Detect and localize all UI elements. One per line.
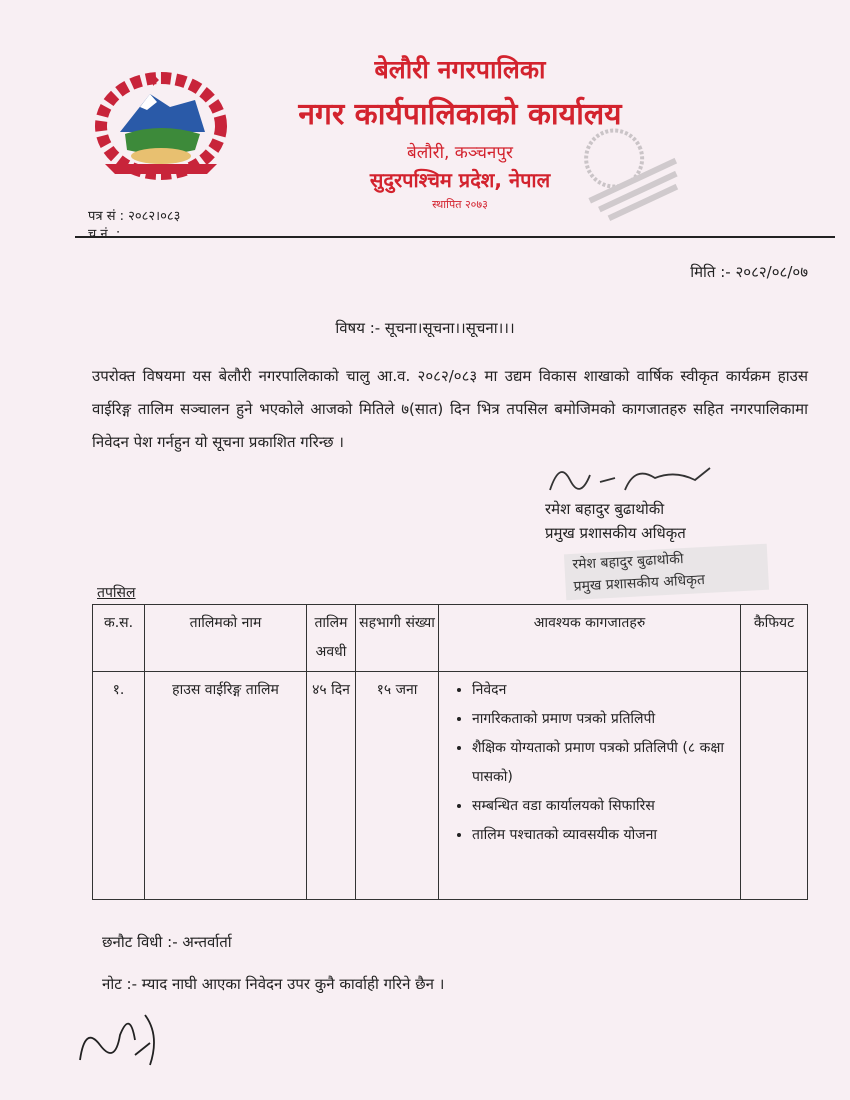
cell-duration: ४५ दिन: [307, 672, 356, 900]
document-item: • निवेदन: [472, 676, 737, 705]
note: नोट :- म्याद नाघी आएका निवेदन उपर कुनै कार्वाही गरिने छैन ।: [102, 975, 445, 993]
table-caption: तपसिल: [97, 585, 136, 601]
letter-number: पत्र सं : २०८२।०८३: [88, 209, 181, 224]
document-item: • तालिम पश्चातको व्यावसयीक योजना: [472, 821, 737, 850]
notice-body: उपरोक्त विषयमा यस बेलौरी नगरपालिकाको चालु आ.व. २०८२/०८३ मा उद्यम विकास शाखाको वार्षिक स्वीकृत कार्यक्रम हाउस वाईरिङ्ग तालिम सञ्चालन हुने भएकोले आजको मितिले ७(सात) दिन भित्र तपसिल बमोजिमको कागजातहरु सहित नगरपालिकामा निवेदन पेश गर्नहुन यो सूचना प्रकाशित गरिन्छ ।: [92, 367, 808, 451]
table-header-row: [93, 605, 808, 672]
nepal-emblem-logo: [95, 72, 227, 180]
cell-participants: १५ जना: [356, 672, 439, 900]
selection-method: छनौट विधी :- अन्तर्वार्ता: [102, 933, 232, 951]
document-item: • शैक्षिक योग्यताको प्रमाण पत्रको प्रतिलिपी (८ कक्षा पासको): [472, 734, 737, 792]
cell-name: हाउस वाईरिङ्ग तालिम: [145, 672, 307, 900]
header-divider: [75, 236, 835, 238]
stamp-title: प्रमुख प्रशासकीय अधिकृत: [573, 572, 706, 595]
signatory-name: रमेश बहादुर बुढाथोकी: [545, 500, 665, 518]
dispatch-number: च.नं. :: [88, 227, 121, 242]
cell-documents: [439, 672, 741, 900]
date: मिति :- २०८२/०८/०७: [690, 263, 808, 281]
initials-signature: [75, 1005, 165, 1074]
office-address: बेलौरी, कञ्चनपुर: [407, 143, 513, 163]
signatory-title: प्रमुख प्रशासकीय अधिकृत: [545, 524, 686, 542]
col-duration: तालिम अवधी: [307, 605, 356, 672]
col-remarks: कैफियट: [741, 605, 808, 672]
municipality-name: बेलौरी नगरपालिका: [374, 55, 546, 84]
col-sn: क.स.: [93, 605, 145, 672]
signature: [545, 460, 725, 502]
cell-remarks: [741, 672, 808, 900]
stamp-name: रमेश बहादुर बुढाथोकी: [572, 551, 684, 573]
training-table: [92, 604, 808, 900]
cell-sn: १.: [93, 672, 145, 900]
col-documents: आवश्यक कागजातहरु: [439, 605, 741, 672]
subject: विषय :- सूचना।सूचना।।सूचना।।।: [335, 319, 515, 337]
document-item: • नागरिकताको प्रमाण पत्रको प्रतिलिपी: [472, 705, 737, 734]
name-stamp: [564, 544, 769, 601]
province-name: सुदुरपश्चिम प्रदेश, नेपाल: [369, 168, 551, 192]
office-name: नगर कार्यपालिकाको कार्यालय: [298, 97, 622, 132]
established-year: स्थापित २०७३: [432, 198, 488, 211]
table-row: [93, 672, 808, 900]
document-item: • सम्बन्धित वडा कार्यालयको सिफारिस: [472, 792, 737, 821]
col-participants: सहभागी संख्या: [356, 605, 439, 672]
col-name: तालिमको नाम: [145, 605, 307, 672]
